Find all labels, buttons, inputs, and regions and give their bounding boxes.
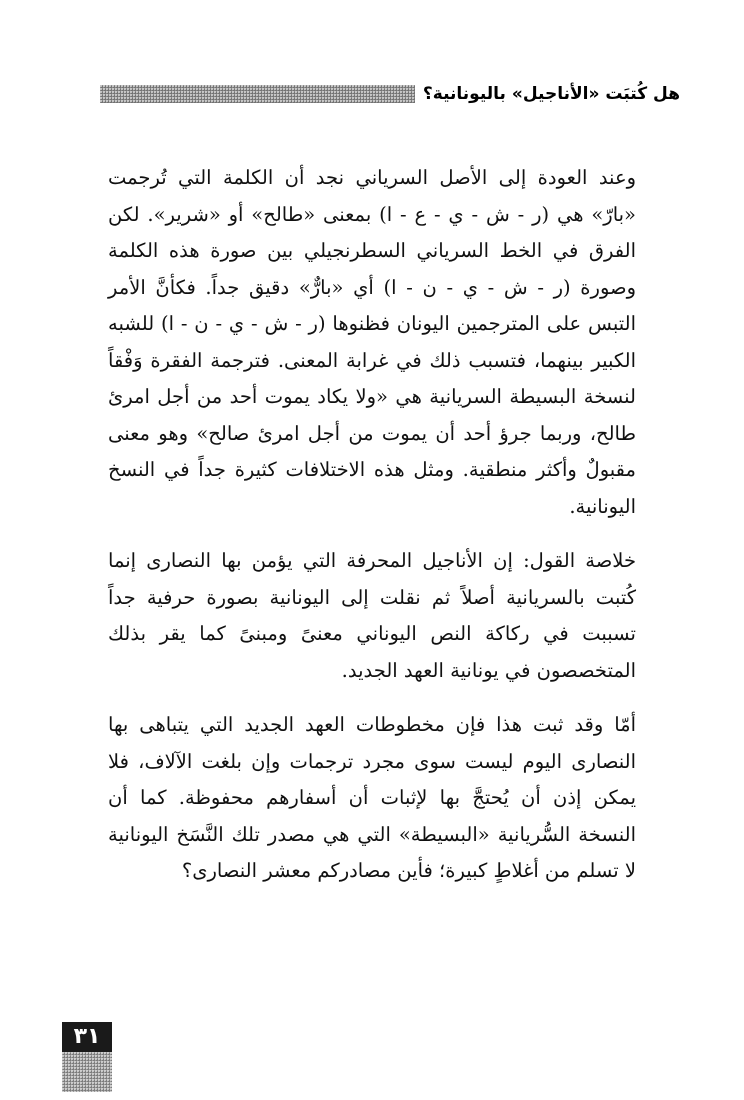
paragraph-3: أمّا وقد ثبت هذا فإن مخطوطات العهد الجديد التي يتباهى بها النصارى اليوم ليست سوى مجرد ترجمات وإن بلغت الآلاف، فلا يمكن إذن أن يُحتجَّ بها لإثبات أن أسفارهم محفوظة. كما أن النسخة السُّريانية «البسيطة» التي هي مصدر تلك النَّسَخ اليونانية لا تسلم من أغلاطٍ كبيرة؛ فأين مصادركم معشر النصارى؟: [108, 713, 636, 882]
paragraph-2: خلاصة القول: إن الأناجيل المحرفة التي يؤمن بها النصارى إنما كُتبت بالسريانية أصلاً ثم نقلت إلى اليونانية بصورة حرفية جداً تسببت في ركاكة النص اليوناني معنىً ومبنىً كما يقر بذلك المتخصصون في يونانية العهد الجديد.: [108, 549, 636, 682]
header-pattern-bar: [100, 85, 415, 103]
body-text: [108, 160, 636, 890]
header-title: هل كُتبَت «الأناجيل» باليونانية؟: [422, 84, 680, 104]
running-header: [100, 82, 680, 106]
paragraph-1: وعند العودة إلى الأصل السرياني نجد أن الكلمة التي تُرجمت «بارّ» هي (ر - ش - ي - ع - ا) بمعنى «طالح» أو «شرير». لكن الفرق في الخط السرياني السطرنجيلي بين صورة هذه الكلمة وصورة (ر - ش - ي - ن - ا) أي «بارٌّ» دقيق جداً. فكأنَّ الأمر التبس على المترجمين اليونان فظنوها (ر - ش - ي - ن - ا) للشبه الكبير بينهما، فتسبب ذلك في غرابة المعنى. فترجمة الفقرة وَفْقاً لنسخة البسيطة السريانية هي «ولا يكاد يموت أحد من أجل امرئ طالح، وربما جرؤ أحد أن يموت من أجل امرئ صالح» وهو معنى مقبولٌ وأكثر منطقية. ومثل هذه الاختلافات كثيرة جداً في النسخ اليونانية.: [108, 166, 636, 518]
page-number-pattern: [62, 1052, 112, 1092]
page-number: ٣١: [62, 1022, 112, 1052]
